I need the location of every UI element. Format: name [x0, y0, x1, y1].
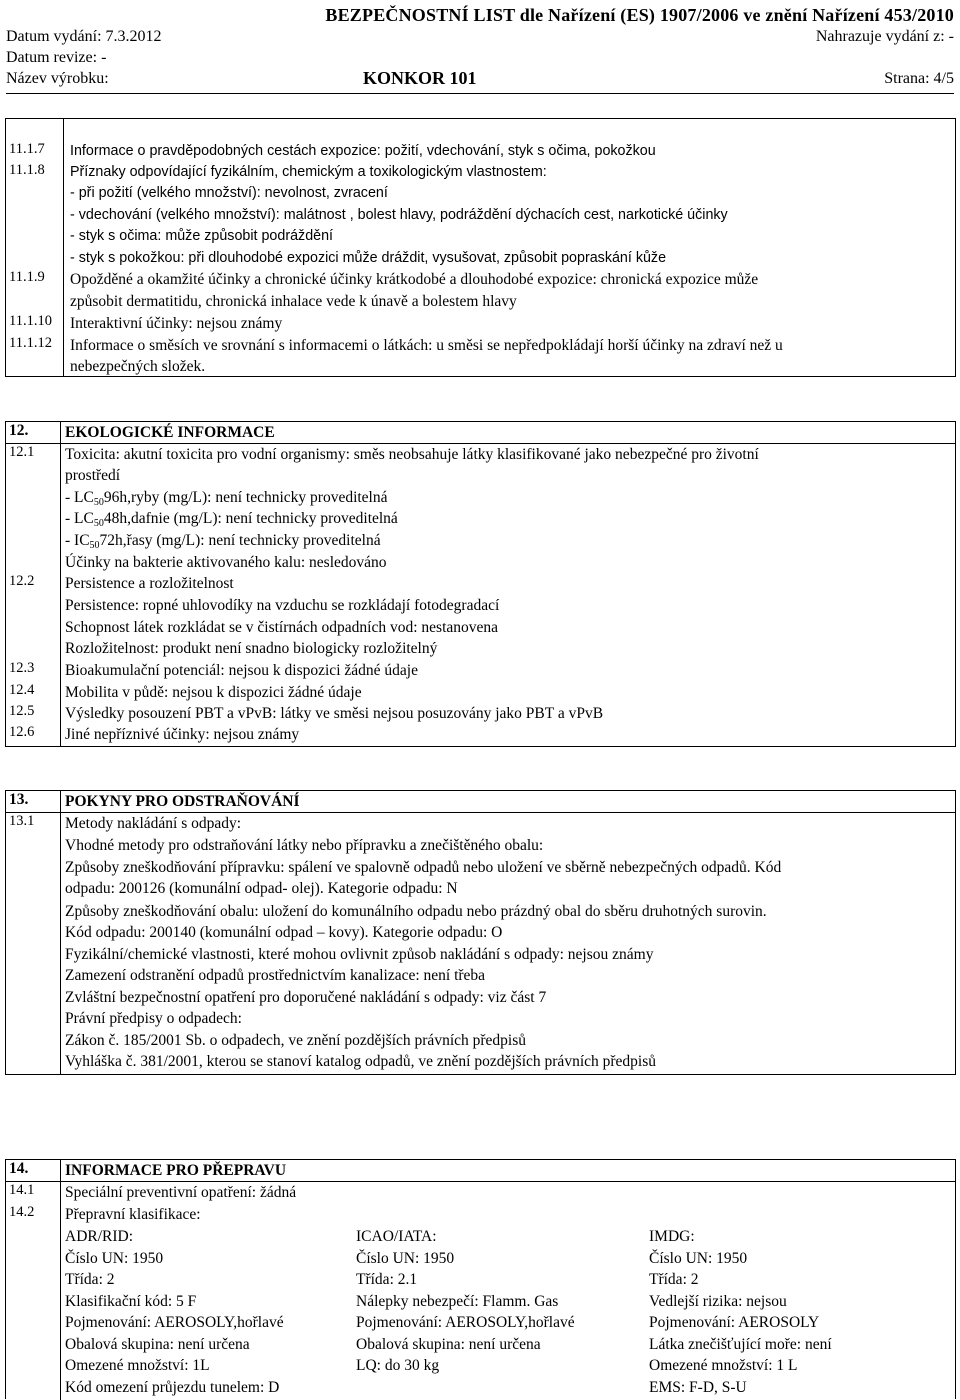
text-line: prostředí — [65, 467, 121, 484]
imdg-line: Číslo UN: 1950 — [649, 1249, 748, 1267]
issue-date: Datum vydání: 7.3.2012 — [6, 28, 162, 45]
text-line: - při požití (velkého množství): nevolnost, zvracení — [70, 185, 388, 201]
text-line: Rozložitelnost: produkt není snadno biologicky rozložitelný — [65, 640, 438, 657]
header-row-2 — [6, 47, 954, 68]
item-number: 11.1.8 — [9, 162, 45, 178]
text-line: Zvláštní bezpečnostní opatření pro doporučené nakládání s odpady: viz část 7 — [65, 989, 547, 1006]
text-line: Toxicita: akutní toxicita pro vodní organismy: směs neobsahuje látky klasifikované jako nebezpečné pro životní — [65, 446, 759, 463]
item-number: 12.1 — [9, 444, 35, 460]
text-line: nebezpečných složek. — [70, 358, 206, 375]
column-divider — [60, 1160, 61, 1400]
header-row-1 — [6, 26, 954, 47]
icao-line: LQ: do 30 kg — [356, 1357, 440, 1374]
product-label: Název výrobku: — [6, 70, 109, 87]
adr-line: Klasifikační kód: 5 F — [65, 1292, 197, 1310]
text-line: Interaktivní účinky: nejsou známy — [70, 315, 283, 332]
text-line: způsobit dermatitidu, chronická inhalace vede k únavě a bolestem hlavy — [70, 293, 517, 310]
icao-line: Třída: 2.1 — [356, 1271, 418, 1288]
section-number: 12. — [9, 422, 29, 439]
section-11-table — [5, 118, 956, 377]
icao-column — [356, 1226, 575, 1377]
section-number: 14. — [9, 1160, 29, 1177]
adr-line: Kód omezení průjezdu tunelem: D — [65, 1378, 280, 1396]
adr-line: Třída: 2 — [65, 1271, 115, 1288]
imdg-line: Třída: 2 — [649, 1271, 699, 1288]
imdg-column — [649, 1226, 832, 1398]
text-line: - $IC_{50}72h,řasy$ (mg/L): není technicky proveditelná — [65, 532, 381, 551]
text-line: Persistence: ropné uhlovodíky na vzduchu se rozkládají fotodegradací — [65, 597, 500, 614]
text-line: - styk s očima: může způsobit podráždění — [70, 228, 334, 244]
text-line: Schopnost látek rozkládat se v čistírnách odpadních vod: nestanovena — [65, 619, 499, 636]
text-line: - $LC_{50}96h,ryby$ (mg/L): není technicky proveditelná — [65, 489, 388, 508]
header-divider — [6, 93, 954, 94]
column-divider — [60, 791, 61, 1074]
item-number: 14.1 — [9, 1182, 35, 1198]
text-line: Metody nakládání s odpady: — [65, 815, 242, 832]
text-line: Kód odpadu: 200140 (komunální odpad – kovy). Kategorie odpadu: O — [65, 924, 503, 941]
text-line: Zamezení odstranění odpadů prostřednictvím kanalizace: není třeba — [65, 967, 486, 984]
text-line: Speciální preventivní opatření: žádná — [65, 1184, 297, 1201]
text-line: Vyhláška č. 381/2001, kterou se stanoví katalog odpadů, ve znění pozdějších právních předpisů — [65, 1053, 657, 1070]
icao-line: Nálepky nebezpečí: Flamm. Gas — [356, 1292, 559, 1310]
section-13-table — [5, 790, 956, 1075]
adr-column — [65, 1226, 284, 1398]
text-line: - vdechování (velkého množství): malátnost , bolest hlavy, podráždění dýchacích cest, narkotické účinky — [70, 207, 728, 223]
text-line: Fyzikální/chemické vlastnosti, které mohou ovlivnit způsob nakládání s odpady: nejsou známy — [65, 946, 654, 963]
text-line: Persistence a rozložitelnost — [65, 575, 234, 592]
text-line: Výsledky posouzení PBT a vPvB: látky ve směsi nejsou posuzovány jako PBT a vPvB — [65, 705, 604, 722]
text-line: Vhodné metody pro odstraňování látky nebo přípravku a znečištěného obalu: — [65, 837, 544, 854]
item-number: 12.2 — [9, 573, 35, 589]
product-name: KONKOR 101 — [363, 68, 477, 88]
imdg-line: Látka znečišťující moře: není — [649, 1335, 832, 1353]
item-number: 12.5 — [9, 703, 35, 719]
adr-line: ADR/RID: — [65, 1228, 134, 1245]
column-divider — [60, 422, 61, 746]
imdg-line: Pojmenování: AEROSOLY — [649, 1314, 820, 1331]
text-line: Příznaky odpovídající fyzikálním, chemickým a toxikologickým vlastnostem: — [70, 164, 547, 180]
section-number: 13. — [9, 791, 29, 808]
text-line: Informace o směsích ve srovnání s informacemi o látkách: u směsi se nepředpokládají horší účinky na zdraví než u — [70, 337, 783, 354]
imdg-line: Vedlejší rizika: nejsou — [649, 1292, 787, 1310]
section-12-table — [5, 421, 956, 747]
adr-line: Číslo UN: 1950 — [65, 1249, 164, 1267]
text-line: - styk s pokožkou: při dlouhodobé expozici může dráždit, vysušovat, způsobit popraskání kůže — [70, 250, 667, 266]
text-line: Zákon č. 185/2001 Sb. o odpadech, ve znění pozdějších právních předpisů — [65, 1032, 527, 1049]
section-title: EKOLOGICKÉ INFORMACE — [65, 424, 275, 441]
text-line: Způsoby zneškodňování přípravku: spálení ve spalovně odpadů nebo uložení ve sběrně nebezpečných odpadů. Kód — [65, 859, 782, 876]
imdg-line: EMS: F-D, S-U — [649, 1378, 747, 1396]
page-header — [6, 4, 954, 96]
item-number: 11.1.10 — [9, 313, 52, 329]
item-number: 11.1.7 — [9, 141, 45, 157]
section-title: INFORMACE PRO PŘEPRAVU — [65, 1162, 287, 1179]
adr-line: Pojmenování: AEROSOLY,hořlavé — [65, 1314, 284, 1331]
item-number: 12.4 — [9, 682, 35, 698]
revision-date: Datum revize: - — [6, 49, 107, 66]
text-line: Právní předpisy o odpadech: — [65, 1010, 242, 1027]
text-line: Opožděné a okamžité účinky a chronické účinky krátkodobé a dlouhodobé expozice: chronická expozice může — [70, 271, 759, 288]
imdg-line: Omezené množství: 1 L — [649, 1357, 798, 1374]
item-number: 13.1 — [9, 813, 35, 829]
text-line: Způsoby zneškodňování obalu: uložení do komunálního odpadu nebo prázdný obal do sběru druhotných surovin. — [65, 903, 767, 920]
item-number: 11.1.9 — [9, 269, 45, 285]
header-row-3 — [6, 68, 954, 89]
text-line: odpadu: 200126 (komunální odpad- olej). Kategorie odpadu: N — [65, 880, 458, 897]
imdg-line: IMDG: — [649, 1228, 695, 1245]
icao-line: ICAO/IATA: — [356, 1228, 437, 1245]
text-line: Přepravní klasifikace: — [65, 1206, 201, 1223]
item-number: 12.3 — [9, 660, 35, 676]
text-line: Účinky na bakterie aktivovaného kalu: nesledováno — [65, 554, 387, 571]
item-number: 14.2 — [9, 1204, 35, 1220]
text-line: Informace o pravděpodobných cestách expozice: požití, vdechování, styk s očima, pokožkou — [70, 143, 656, 159]
adr-line: Obalová skupina: není určena — [65, 1335, 250, 1353]
replaces-issue: Nahrazuje vydání z: - — [815, 28, 954, 45]
text-line: - $LC_{50}48h,dafnie$ (mg/L): není technicky proveditelná — [65, 510, 398, 529]
item-number: 11.1.12 — [9, 335, 52, 351]
text-line: Jiné nepříznivé účinky: nejsou známy — [65, 726, 300, 743]
section-14-table — [5, 1159, 956, 1399]
column-divider — [63, 119, 64, 376]
section-title: POKYNY PRO ODSTRAŇOVÁNÍ — [65, 793, 300, 810]
item-number: 12.6 — [9, 724, 35, 740]
icao-line: Obalová skupina: není určena — [356, 1335, 541, 1353]
page-number: Strana: 4/5 — [884, 70, 954, 87]
icao-line: Pojmenování: AEROSOLY,hořlavé — [356, 1314, 575, 1331]
adr-line: Omezené množství: 1L — [65, 1357, 210, 1374]
text-line: Bioakumulační potenciál: nejsou k dispozici žádné údaje — [65, 662, 418, 679]
text-line: Mobilita v půdě: nejsou k dispozici žádné údaje — [65, 684, 362, 701]
icao-line: Číslo UN: 1950 — [356, 1249, 455, 1267]
document-title: BEZPEČNOSTNÍ LIST dle Nařízení (ES) 1907/2006 ve znění Nařízení 453/2010 — [325, 5, 954, 25]
